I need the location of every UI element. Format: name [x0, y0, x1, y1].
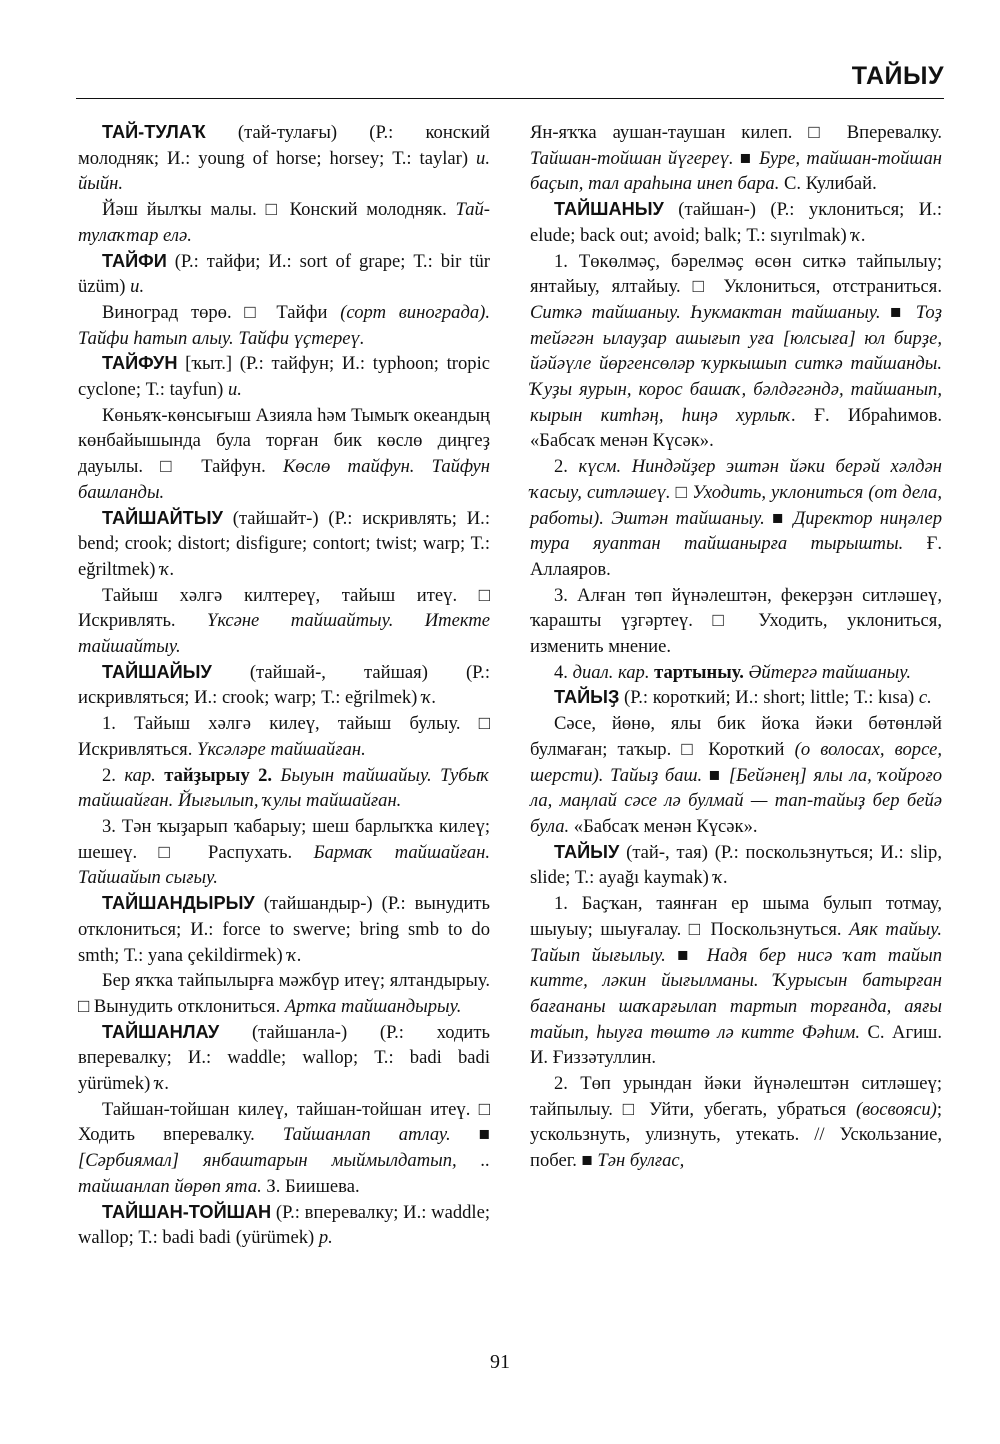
example-text: (сорт винограда). Тайфи һатып алыу. Тайфи үҫтереү.: [78, 301, 491, 349]
example-text: Тайшан-тойшан йүгереү. ■ Буре, тайшан-тойшан баҫып, тал араһына инеп бара.: [530, 147, 942, 195]
part-of-speech: ҡ.: [713, 867, 728, 889]
part-of-speech: ҡ.: [851, 224, 866, 246]
headword: ТАЙШАНЛАУ: [102, 1021, 220, 1042]
definition-text: Ян-яҡҡа аушан-таушан килеп. □ Вперевалку.: [530, 122, 942, 143]
entry-grammar: (тайшанла-) (Р.: ходить вперевалку; И.: waddle; wallop; Т.: badi badi yürümek): [78, 1021, 490, 1095]
entry-definition: [530, 454, 942, 583]
dictionary-entry: [530, 685, 942, 711]
definition-text: Йәш йылҡы малы. □ Конский молодняк.: [102, 199, 456, 221]
part-of-speech: и. йыйн.: [78, 147, 490, 195]
entry-grammar: [ҡыт.] (Р.: тайфун; И.: typhoon; tropic cyclone; Т.: tayfun): [78, 353, 490, 401]
example-text: Үксәләре тайшайған.: [197, 738, 366, 760]
citation-source: С. Агиш.: [860, 1021, 942, 1043]
definition-text: Тайыш хәлгә килтереү, тайыш итеү. □ Искривлять.: [78, 584, 490, 632]
citation-source: З. Биишева.: [261, 1175, 360, 1197]
entry-definition: [530, 711, 942, 840]
entry-grammar: (Р.: тайфи; И.: sort of grape; Т.: bir tür üzüm): [78, 250, 490, 298]
entry-grammar: (тай-тулағы) (Р.: конский молодняк; И.: young of horse; horsey; Т.: taylar): [78, 122, 490, 169]
part-of-speech: ҡ.: [160, 558, 175, 580]
citation-source: «Бабсаҡ менән Күсәк».: [530, 430, 714, 452]
example-text: Үксәне тайшайтыу. Итекте тайшайтыу.: [78, 610, 491, 658]
entry-definition: [78, 711, 490, 762]
dictionary-entry: [530, 197, 942, 248]
example-text: (о волосах, ворсе, шерсти). Тайыҙ баш. ■ [Бейәнең] ялы ла, ҡойроғо ла, маңлай сәсе лә булмай — тап-тайыҙ бер бейә була.: [530, 738, 943, 837]
example-text: диал. кар.: [572, 661, 650, 683]
definition-text: 2.: [554, 456, 579, 478]
entry-grammar: (Р.: короткий; И.: short; little; Т.: kısa): [619, 687, 919, 709]
entry-definition: [78, 814, 490, 891]
entry-definition: [78, 1097, 490, 1200]
dictionary-entry: [78, 660, 490, 711]
example-text: Аяк тайыу. Тайып йығылыу. ■ Надя бер нисә ҡат тайып китте, ләкин йығылманы.: [530, 918, 942, 992]
example-text: кар.: [124, 764, 156, 786]
dictionary-entry: [78, 891, 490, 968]
definition-text: 2. Төп урындан йәки йүнәлештән ситләшеү; тайпылыу. □ Уйти, убегать, убраться: [530, 1073, 942, 1120]
headword: ТАЙШАНЫУ: [554, 199, 664, 220]
part-of-speech: ҡ.: [287, 944, 302, 966]
entry-definition: [78, 968, 490, 1019]
dictionary-entry: [78, 249, 490, 300]
entry-grammar: (тайшандыр-) (Р.: вынудить отклониться; И.: force to swerve; bring smb to do smth; Т.: yana çekildirmek): [78, 893, 490, 966]
citation-source: Ғ. Ибраһимов.: [795, 404, 942, 426]
definition-text: 3. Тән ҡыҙарып ҡабарыу; шеш барлыҡҡа килеү; шешеү. □ Распухать.: [78, 815, 490, 863]
headword: ТАЙФУН: [102, 353, 178, 374]
definition-text: 1. Баҫҡан, таянған ер шыма булып тотмау, шыуыу; шыуғалау. □ Поскользнуться.: [530, 893, 942, 940]
example-text: Ҡурысын батырған бағананы шаҡарғылап тартып торғанда, аяғы тайып, һыуға төштө лә китте Фәһим.: [530, 970, 942, 1043]
entry-definition: [78, 763, 490, 814]
part-of-speech: и.: [227, 379, 242, 401]
headword: ТАЙЫУ: [554, 841, 620, 862]
citation-source: И. Ғиззәтуллин.: [530, 1047, 657, 1069]
definition-text: 1. Тайыш хәлгә килеү, тайыш булыу. □ Искривляться.: [78, 713, 490, 760]
running-head: ТАЙЫУ: [851, 62, 944, 90]
definition-text: 3. Алған төп йүнәлештән, фекерҙән ситләшеү, ҡарашты үҙгәртеү. □ Уходить, уклониться, изменить мнение.: [530, 584, 942, 658]
citation-source: «Бабсаҡ менән Күсәк».: [569, 815, 758, 837]
headword: ТАЙШАЙЫУ: [102, 661, 212, 682]
dictionary-entry: [530, 840, 942, 891]
dictionary-entry: [78, 1020, 490, 1097]
entry-definition: [530, 891, 942, 1071]
headword: ТАЙШАЙТЫУ: [102, 507, 223, 528]
example-text: (восвояси): [855, 1098, 937, 1120]
definition-text: 4.: [554, 661, 573, 683]
headword: ТАЙ-ТУЛАҠ: [102, 122, 206, 142]
example-text: Ситкә тайшаныу. Һукмактан тайшаныу. ■ Тоҙ тейәгән ылауҙар ашығып уға [юлсыға] юл бирҙе, йәйәүле йөргенсөләр ҡуркышып ситкә тайшанды.: [530, 301, 942, 375]
dictionary-entry: [78, 1200, 490, 1251]
entry-definition: [78, 583, 490, 660]
entry-definition: [530, 660, 942, 686]
headword: ТАЙФИ: [102, 250, 167, 271]
entry-grammar: (Р.: вперевалку; И.: waddle; wallop; Т.: badi badi (yürümek): [78, 1201, 490, 1249]
example-text: Әйтергә тайшаныу.: [743, 661, 911, 683]
citation-source: С. Кулибай.: [779, 173, 877, 195]
entry-definition: [530, 1071, 942, 1174]
entry-grammar: (тайшан-) (Р.: уклониться; И.: elude; back out; avoid; balk; Т.: sıyrılmak): [530, 199, 942, 246]
dictionary-entry: [78, 120, 490, 197]
definition-text: 1. Төкөлмәҫ, бәрелмәҫ өсөн ситкә тайпылыу; янтайыу, ялтайыу. □ Уклониться, отстраниться.: [530, 250, 942, 298]
headword: ТАЙШАНДЫРЫУ: [102, 893, 255, 914]
entry-grammar: (тайшайт-) (Р.: искривлять; И.: bend; crook; distort; disfigure; contort; twist; warp; Т.: eğriltmek): [78, 507, 490, 580]
part-of-speech: и.: [130, 276, 145, 298]
example-text: Тайшанлап атлау. ■ [Сәрбиямал] янбаштарын мыймылдатып, .. тайшанлап йөрөп ята.: [78, 1124, 490, 1197]
part-of-speech: с.: [918, 687, 932, 709]
example-text: Быуын тайшайыу. Тубыҡ тайшайған. Йығылып, ҡулы тайшайған.: [78, 764, 490, 812]
dictionary-entry: [78, 506, 490, 583]
left-column: [78, 120, 490, 1251]
entry-grammar: (тайшай-, тайшая) (Р.: искривляться; И.: crook; warp; Т.: eğrilmek): [78, 661, 490, 709]
part-of-speech: р.: [318, 1227, 333, 1249]
headword: ТАЙЫҘ: [554, 687, 620, 708]
entry-definition: [530, 583, 942, 660]
example-text: Бармаҡ тайшайған. Тайшайып сығыу.: [78, 841, 490, 889]
definition-text: Тайшан-тойшан килеү, тайшан-тойшан итеү. □ Ходить вперевалку.: [78, 1098, 490, 1146]
entry-definition: [78, 403, 490, 506]
page-number: 91: [490, 1351, 510, 1373]
entry-definition: [78, 300, 490, 351]
example-text: Ҡуҙы яурын, корос башаҡ, бәлдәгәндә, тайшанып, кырын китһәң, һиңә хурлыҡ.: [530, 379, 942, 426]
example-text: Көслө тайфун. Тайфун башланды.: [78, 456, 490, 503]
definition-text: Сәсе, йөнө, ялы бик йоҡа йәки бөтөнләй булмаған; таҡыр. □ Короткий: [530, 713, 942, 760]
definition-text: Бер яҡҡа тайпылырға мәжбүр итеү; ялтандырыу. □ Вынудить отклониться.: [78, 970, 490, 1017]
definition-text: 2.: [102, 764, 125, 786]
definition-text: ; ускользнуть, улизнуть, утекать. // Ускользание, побег. ■: [530, 1098, 942, 1172]
cross-reference: тартыныу.: [649, 661, 744, 683]
part-of-speech: ҡ.: [154, 1073, 170, 1095]
header-rule: [76, 98, 944, 99]
dictionary-entry: [78, 351, 490, 402]
entry-grammar: (тай-, тая) (Р.: поскользнуться; И.: slip, slide; Т.: ayağı kaymak): [530, 841, 942, 889]
headword: ТАЙШАН-ТОЙШАН: [102, 1201, 272, 1222]
example-text: күсм. Ниндәйҙер эштән йәки берәй хәлдән ҡасыу, ситләшеү. □ Уходить, уклониться (от дела, работы). Эштән тайшаныу. ■ Директор ниңәлер тура яуаптан тайшанырға тырышты.: [530, 456, 942, 555]
entry-definition: [530, 120, 942, 197]
example-text: Тән булғас,: [597, 1150, 685, 1172]
right-column: [530, 120, 942, 1174]
definition-text: Көньяҡ-көнсығыш Азияла һәм Тымыҡ океандың көнбайышында була торған бик көслө диңгеҙ дауылы. □ Тайфун.: [78, 404, 491, 478]
part-of-speech: ҡ.: [421, 687, 437, 709]
entry-definition: [78, 197, 490, 248]
example-text: Тай-тулаҡтар елә.: [78, 199, 490, 246]
example-text: Артка тайшандырыу.: [284, 995, 462, 1017]
citation-source: Ғ. Аллаяров.: [530, 533, 942, 580]
definition-text: Виноград төрө. □ Тайфи: [102, 301, 341, 323]
entry-definition: [530, 249, 942, 455]
cross-reference: тайҙырыу 2.: [155, 764, 273, 786]
